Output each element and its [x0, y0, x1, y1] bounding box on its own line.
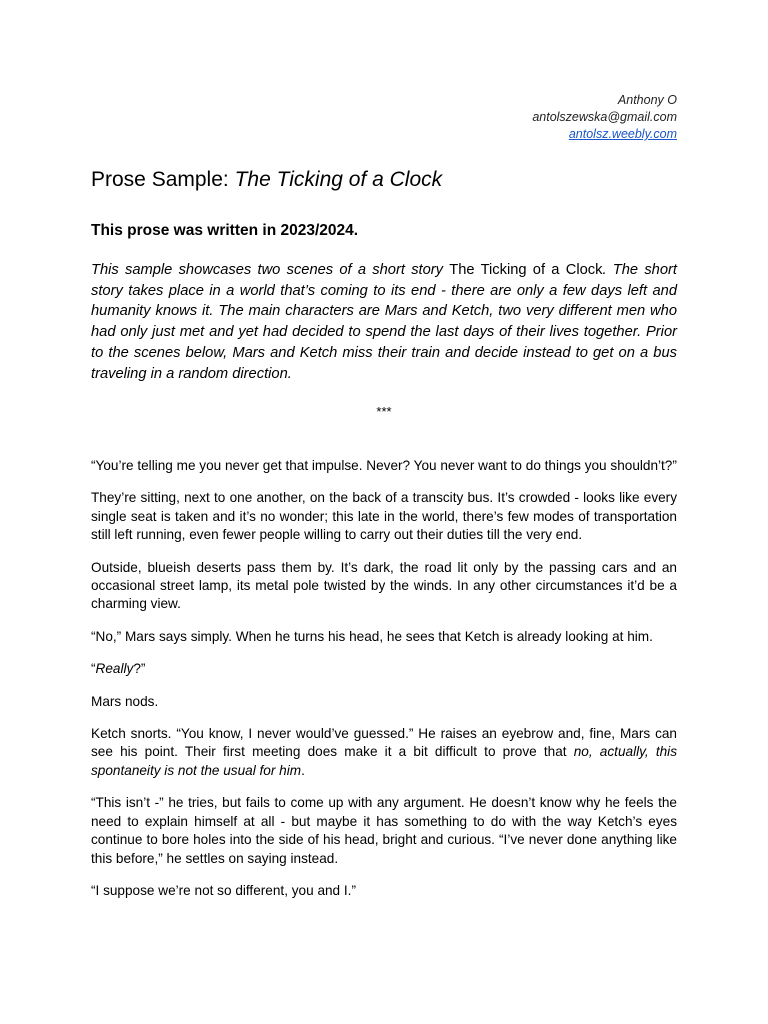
p7-text: Ketch snorts. “You know, I never would’ve guessed.” He raises an eyebrow and, fine, Mars can see his point. Their first meeting does make it a bit difficult to prove that	[91, 726, 677, 760]
p5-emphasis: Really	[95, 661, 134, 677]
section-divider: ***	[376, 404, 392, 419]
page-title	[91, 166, 442, 194]
author-contact-block	[532, 92, 677, 143]
p5-close-quote: ?”	[133, 661, 146, 677]
subheading: This prose was written in 2023/2024.	[91, 222, 359, 239]
story-paragraph-8: “This isn’t -” he tries, but fails to come up with any argument. He doesn’t know why he feels the need to explain himself at all - but maybe it has something to do with the way Ketch’s eyes continue to bore holes into the side of his head, bright and curious. “I’ve never done anything like this before,” he settles on saying instead.	[91, 795, 677, 866]
title-prefix: Prose Sample:	[91, 168, 235, 191]
author-website-link[interactable]: antolsz.weebly.com	[568, 127, 677, 141]
story-paragraph-4: “No,” Mars says simply. When he turns his head, he sees that Ketch is already looking at him.	[91, 628, 653, 644]
intro-part-2: . The short story takes place in a world that’s coming to its end - there are only a few days left and humanity knows it. The main characters are Mars and Ketch, two very different men who had only just met and yet had decided to spend the last days of their lives together. Prior to the scenes below, Mars and Ketch miss their train and decide instead to get on a bus traveling in a random direction.	[91, 262, 677, 382]
story-paragraph-9: “I suppose we’re not so different, you and I.”	[91, 882, 356, 898]
story-paragraph-5	[91, 660, 677, 678]
title-work: The Ticking of a Clock	[234, 168, 443, 191]
story-paragraph-6: Mars nods.	[91, 693, 159, 709]
story-paragraph-7	[91, 725, 677, 780]
p7-end: .	[301, 762, 305, 778]
story-paragraph-1: “You’re telling me you never get that impulse. Never? You never want to do things you shouldn’t?”	[91, 458, 677, 473]
story-paragraph-3: Outside, blueish deserts pass them by. It’s dark, the road lit only by the passing cars and an occasional street lamp, its metal pole twisted by the winds. In any other circumstances it’d be a charming view.	[91, 559, 677, 612]
story-body	[91, 457, 677, 914]
author-email: antolszewska@gmail.com	[532, 110, 677, 124]
intro-paragraph	[91, 260, 677, 384]
story-paragraph-2: They’re sitting, next to one another, on the back of a transcity bus. It’s crowded - looks like every single seat is taken and it’s no wonder; this late in the world, there’s few modes of transportation still left running, even fewer people willing to carry out their duties till the very end.	[91, 490, 677, 543]
p7-emphasis: no, actually, this spontaneity is not the usual for him	[91, 744, 678, 778]
intro-part-1: This sample showcases two scenes of a short story	[91, 262, 450, 278]
author-name: Anthony O	[617, 93, 677, 107]
intro-work-title: The Ticking of a Clock	[449, 262, 603, 278]
p5-open-quote: “	[91, 661, 96, 677]
